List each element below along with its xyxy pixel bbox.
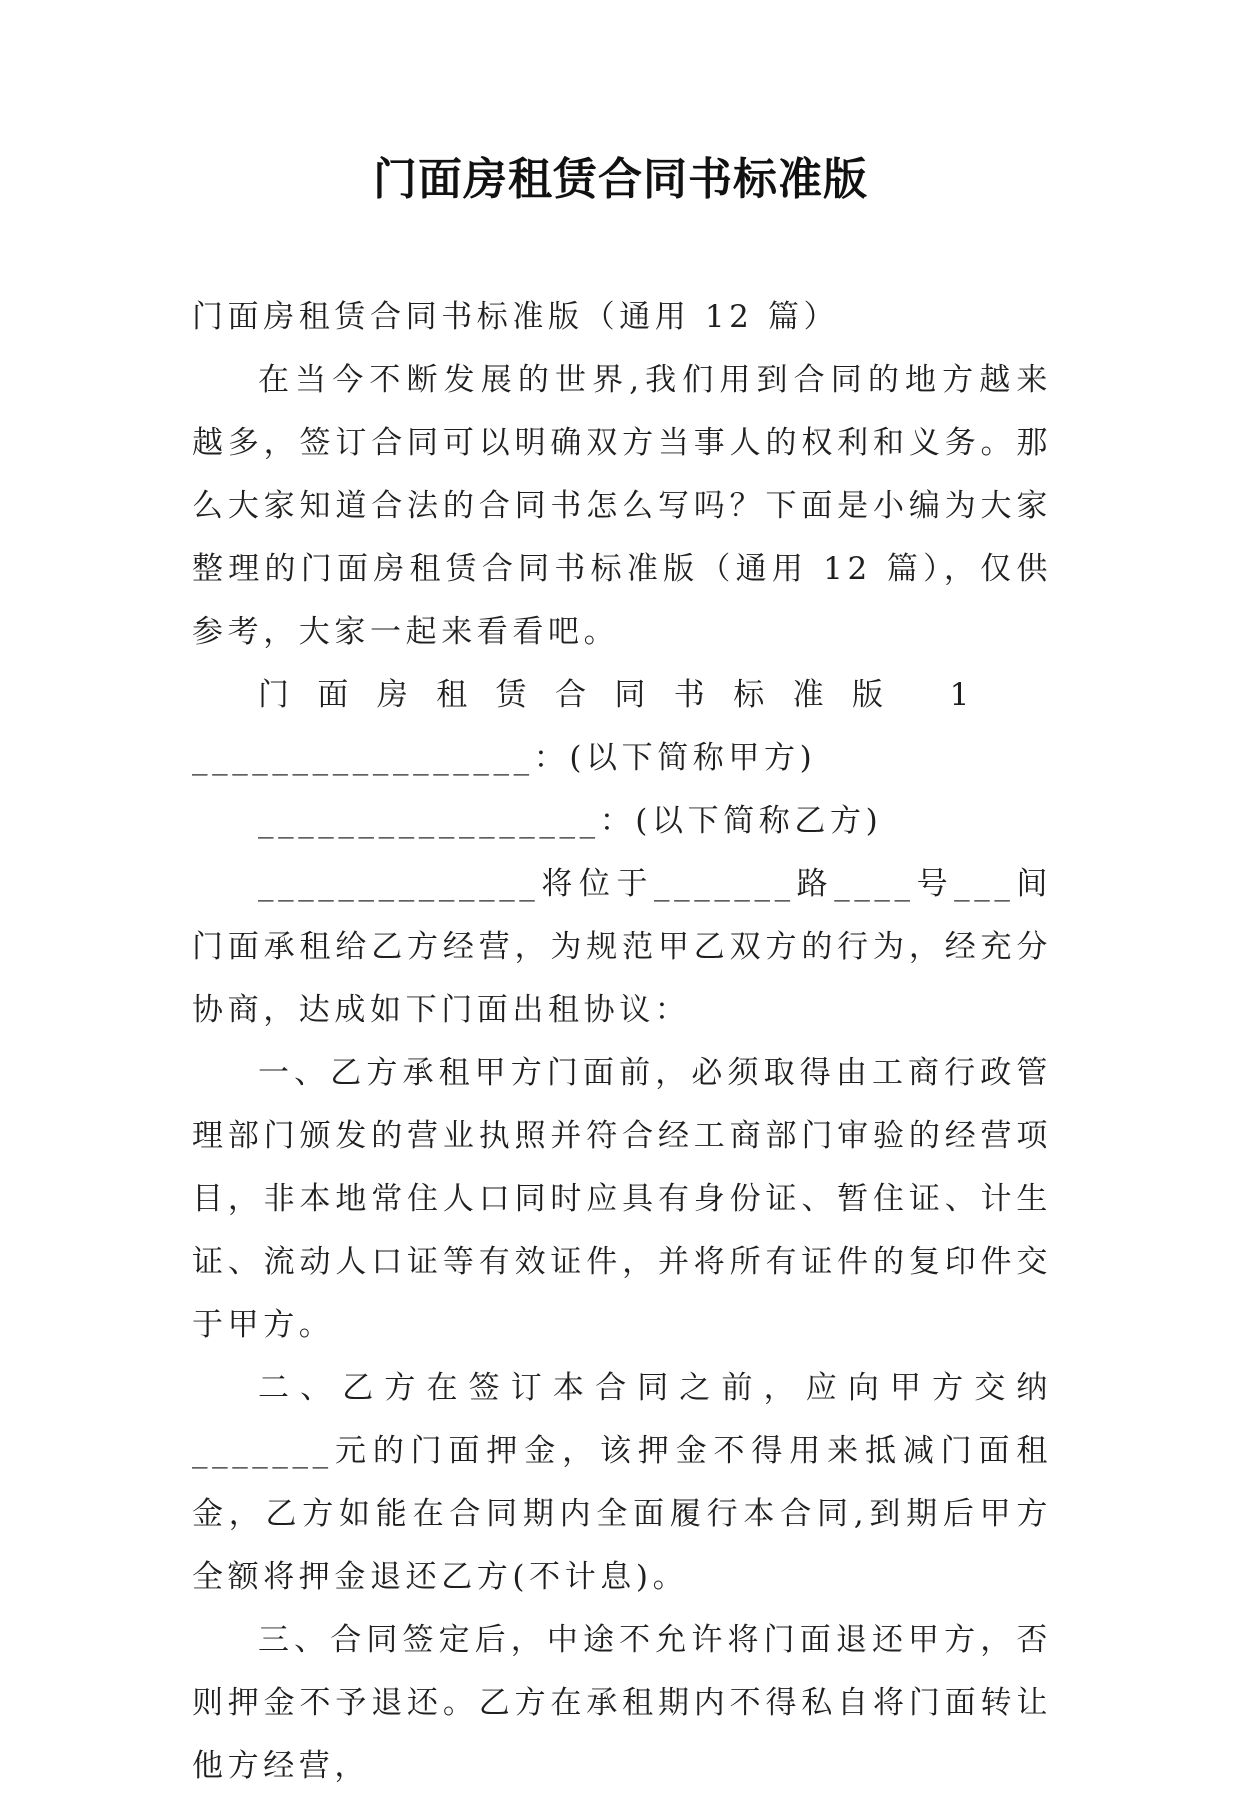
section-heading-line [192,664,1052,790]
intro-paragraph: 在当今不断发展的世界,我们用到合同的地方越来越多，签订合同可以明确双方当事人的权利和义务。那么大家知道合法的合同书怎么写吗？下面是小编为大家整理的门面房租赁合同书标准版（通用 12 篇），仅供参考，大家一起来看看吧。 [192,362,1052,650]
section-heading: 门面房租赁合同书标准版 1 [258,677,974,713]
party-b-line: _________________：(以下简称乙方) [258,803,883,839]
document-body [192,286,1052,1798]
document-subtitle: 门面房租赁合同书标准版（通用 12 篇） [192,299,840,335]
location-paragraph: ______________将位于_______路____号___间门面承租给乙方经营，为规范甲乙双方的行为，经充分协商，达成如下门面出租协议： [192,866,1052,1028]
party-a-note: (以下简称甲方) [569,740,817,776]
document-title: 门面房租赁合同书标准版 [373,154,868,205]
clause-2-paragraph: 二、乙方在签订本合同之前，应向甲方交纳_______元的门面押金，该押金不得用来抵减门面租金，乙方如能在合同期内全面履行本合同,到期后甲方全额将押金退还乙方(不计息)。 [192,1370,1052,1595]
clause-1-paragraph: 一、乙方承租甲方门面前，必须取得由工商行政管理部门颁发的营业执照并符合经工商部门审验的经营项目，非本地常住人口同时应具有身份证、暂住证、计生证、流动人口证等有效证件，并将所有证件的复印件交于甲方。 [192,1055,1052,1343]
party-a-blank: _________________： [192,740,570,776]
clause-3-paragraph: 三、合同签定后，中途不允许将门面退还甲方，否则押金不予退还。乙方在承租期内不得私自将门面转让他方经营， [192,1622,1052,1784]
